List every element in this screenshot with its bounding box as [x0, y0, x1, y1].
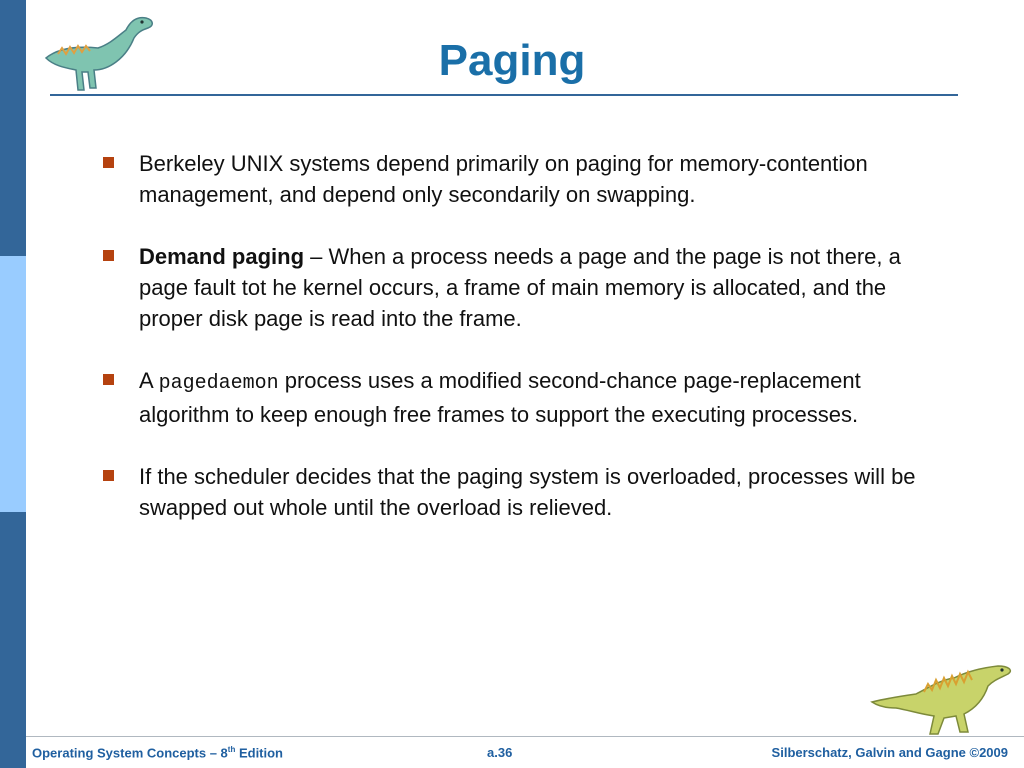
bullet-text: If the scheduler decides that the paging system is overloaded, processes will be swapped out whole until the overload is relieved. — [139, 464, 916, 520]
bullet-text: process uses a modified second-chance page-replacement algorithm to keep enough free frames to support the executing processes. — [139, 368, 861, 427]
list-item — [103, 461, 943, 523]
page-title: Paging — [438, 36, 586, 85]
dinosaur-icon — [868, 658, 1018, 738]
footer-copyright: Silberschatz, Galvin and Gagne ©2009 — [771, 745, 1008, 760]
list-item — [103, 365, 943, 430]
title-divider — [50, 94, 958, 96]
square-bullet-icon — [103, 470, 114, 481]
page-number: a.36 — [487, 745, 513, 760]
bullet-text: – When a process needs a page and the page is not there, a page fault tot he kernel occurs, a frame of main memory is allocated, and the proper disk page is read into the frame. — [139, 244, 901, 331]
code-term: pagedaemon — [158, 372, 279, 395]
side-bar-bottom — [0, 512, 26, 768]
footer-divider — [26, 736, 1024, 737]
list-item — [103, 241, 943, 334]
list-item — [103, 148, 943, 210]
side-bar-middle — [0, 256, 26, 512]
square-bullet-icon — [103, 374, 114, 385]
bullet-prefix: A — [139, 368, 159, 393]
bullet-text: Berkeley UNIX systems depend primarily on paging for memory-contention management, and depend only secondarily on swapping. — [139, 151, 868, 207]
bullet-list — [103, 148, 943, 554]
bullet-term: Demand paging — [139, 244, 305, 269]
square-bullet-icon — [103, 250, 114, 261]
square-bullet-icon — [103, 157, 114, 168]
footer-book-title: Operating System Concepts – 8th Edition — [32, 745, 284, 761]
